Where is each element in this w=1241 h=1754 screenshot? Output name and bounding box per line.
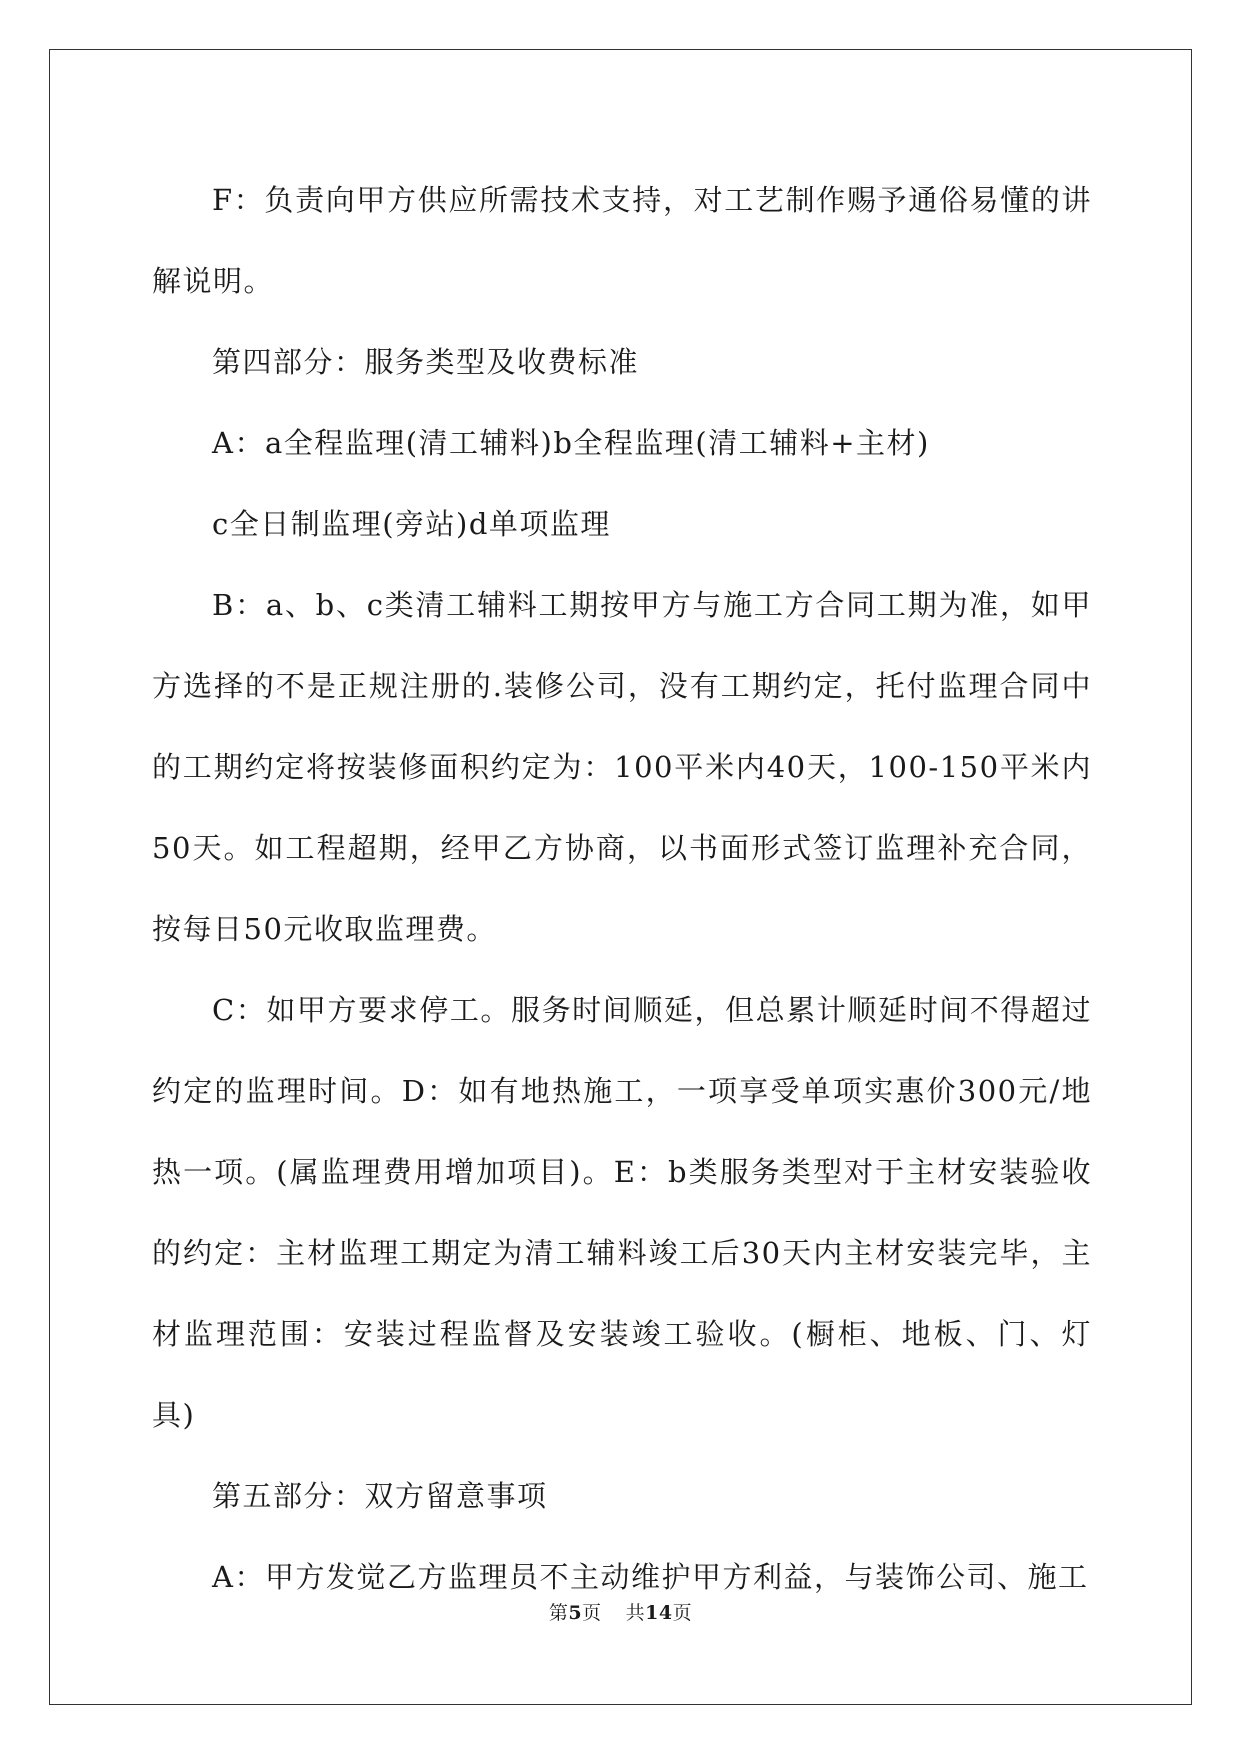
footer-total-suffix: 页: [672, 1602, 693, 1624]
footer-page-number: 5: [568, 1602, 583, 1624]
footer-page-prefix: 第: [548, 1602, 569, 1624]
paragraph-c-d-e-terms: C：如甲方要求停工。服务时间顺延，但总累计顺延时间不得超过约定的监理时间。D：如有地热施工，一项享受单项实惠价300元/地热一项。(属监理费用增加项目)。E：b类服务类型对于主材安装验收的约定：主材监理工期定为清工辅料竣工后30天内主材安装完毕，主材监理范围：安装过程监督及安装竣工验收。(橱柜、地板、门、灯具): [152, 993, 1092, 1432]
footer-page-suffix: 页: [582, 1602, 602, 1624]
paragraph-b-schedule: B：a、b、c类清工辅料工期按甲方与施工方合同工期为准，如甲方选择的不是正规注册的.装修公司，没有工期约定，托付监理合同中的工期约定将按装修面积约定为：100平米内40天，100-150平米内50天。如工程超期，经甲乙方协商，以书面形式签订监理补充合同，按每日50元收取监理费。: [152, 588, 1092, 946]
section-heading-part-five: 第五部分：双方留意事项: [212, 1479, 548, 1513]
footer-total-prefix: 共: [625, 1602, 646, 1624]
paragraph-a-notes: A：甲方发觉乙方监理员不主动维护甲方利益，与装饰公司、施工: [212, 1560, 1089, 1594]
paragraph-c-d-service-types: c全日制监理(旁站)d单项监理: [212, 507, 611, 541]
document-body: [152, 160, 1092, 1618]
paragraph-f-tech-support: F：负责向甲方供应所需技术支持，对工艺制作赐予通俗易懂的讲解说明。: [152, 183, 1092, 298]
footer-total-pages: 14: [645, 1602, 673, 1624]
paragraph-a-service-types: A：a全程监理(清工辅料)b全程监理(清工辅料+主材): [212, 426, 930, 460]
section-heading-part-four: 第四部分：服务类型及收费标准: [212, 345, 640, 379]
page-footer: [0, 1598, 1241, 1625]
